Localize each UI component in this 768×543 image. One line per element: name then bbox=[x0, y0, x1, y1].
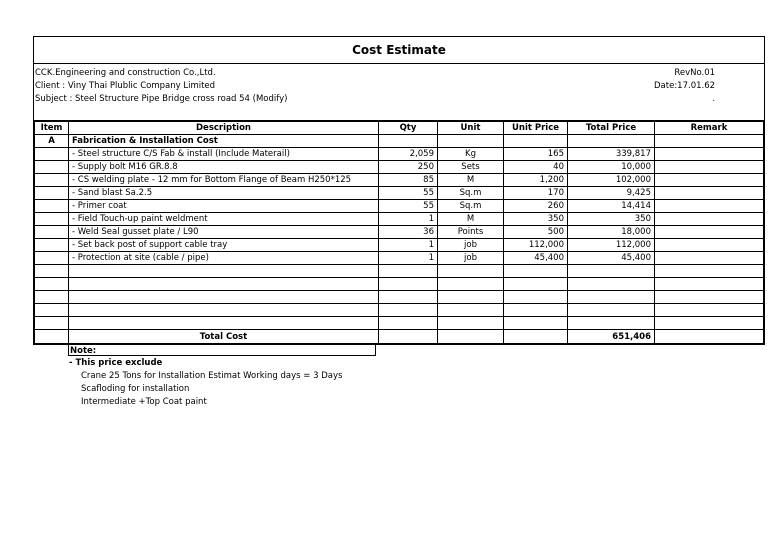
row-unit-price: 165 bbox=[504, 148, 568, 161]
row-qty: 55 bbox=[379, 200, 438, 213]
col-header-unit-price: Unit Price bbox=[504, 122, 568, 135]
row-total-price: 9,425 bbox=[568, 187, 655, 200]
row-unit-price: 112,000 bbox=[504, 239, 568, 252]
row-remark bbox=[655, 148, 764, 161]
row-unit-price: 500 bbox=[504, 226, 568, 239]
sheet-title: Cost Estimate bbox=[34, 37, 764, 64]
empty-row bbox=[35, 265, 764, 278]
row-item bbox=[35, 252, 69, 265]
row-item bbox=[35, 200, 69, 213]
row-item bbox=[35, 187, 69, 200]
section-row bbox=[35, 135, 764, 148]
row-description: - Supply bolt M16 GR.8.8 bbox=[69, 161, 379, 174]
row-unit: Sq.m bbox=[438, 200, 504, 213]
table-body bbox=[35, 135, 764, 344]
row-unit-price: 170 bbox=[504, 187, 568, 200]
row-unit: Sets bbox=[438, 161, 504, 174]
col-header-qty: Qty bbox=[379, 122, 438, 135]
row-description: - Set back post of support cable tray bbox=[69, 239, 379, 252]
row-unit: Points bbox=[438, 226, 504, 239]
row-item bbox=[35, 161, 69, 174]
total-row bbox=[35, 330, 764, 344]
table-row bbox=[35, 252, 764, 265]
document-date: Date:17.01.62 bbox=[654, 81, 716, 91]
row-qty: 1 bbox=[379, 213, 438, 226]
row-remark bbox=[655, 213, 764, 226]
row-unit-price: 45,400 bbox=[504, 252, 568, 265]
row-remark bbox=[655, 226, 764, 239]
row-total-price: 14,414 bbox=[568, 200, 655, 213]
revision-number: RevNo.01 bbox=[674, 68, 716, 78]
total-value: 651,406 bbox=[568, 330, 655, 344]
note-item: Intermediate +Top Coat paint bbox=[81, 397, 207, 407]
table-header-row bbox=[35, 122, 764, 135]
table-row bbox=[35, 239, 764, 252]
row-total-price: 112,000 bbox=[568, 239, 655, 252]
row-item bbox=[35, 174, 69, 187]
row-unit-price: 40 bbox=[504, 161, 568, 174]
col-header-remark: Remark bbox=[655, 122, 764, 135]
company-name: CCK.Engineering and construction Co.,Ltd. bbox=[35, 68, 216, 78]
row-remark bbox=[655, 187, 764, 200]
row-unit-price: 260 bbox=[504, 200, 568, 213]
row-total-price: 339,817 bbox=[568, 148, 655, 161]
note-heading: Note: bbox=[68, 344, 376, 356]
row-qty: 85 bbox=[379, 174, 438, 187]
empty-row bbox=[35, 278, 764, 291]
row-description: - Weld Seal gusset plate / L90 bbox=[69, 226, 379, 239]
note-exclude-heading: - This price exclude bbox=[69, 358, 163, 368]
row-unit-price: 350 bbox=[504, 213, 568, 226]
row-unit: Kg bbox=[438, 148, 504, 161]
col-header-description: Description bbox=[69, 122, 379, 135]
empty-row bbox=[35, 317, 764, 330]
row-qty: 1 bbox=[379, 252, 438, 265]
row-qty: 250 bbox=[379, 161, 438, 174]
header-info bbox=[34, 64, 764, 121]
row-remark bbox=[655, 174, 764, 187]
row-unit: job bbox=[438, 239, 504, 252]
cost-estimate-sheet bbox=[33, 36, 765, 345]
row-qty: 2,059 bbox=[379, 148, 438, 161]
row-description: - Primer coat bbox=[69, 200, 379, 213]
row-unit: M bbox=[438, 174, 504, 187]
note-item: Crane 25 Tons for Installation Estimat Working days = 3 Days bbox=[81, 371, 343, 381]
row-remark bbox=[655, 239, 764, 252]
notes-list bbox=[69, 357, 342, 409]
row-unit: Sq.m bbox=[438, 187, 504, 200]
empty-row bbox=[35, 291, 764, 304]
row-item bbox=[35, 239, 69, 252]
header-dot: . bbox=[712, 94, 716, 104]
note-item: Scafloding for installation bbox=[81, 384, 190, 394]
total-label: Total Cost bbox=[69, 330, 379, 344]
row-qty: 36 bbox=[379, 226, 438, 239]
row-item bbox=[35, 226, 69, 239]
row-description: - Field Touch-up paint weldment bbox=[69, 213, 379, 226]
row-remark bbox=[655, 161, 764, 174]
row-qty: 55 bbox=[379, 187, 438, 200]
subject-line: Subject : Steel Structure Pipe Bridge cross road 54 (Modify) bbox=[35, 94, 288, 104]
row-total-price: 350 bbox=[568, 213, 655, 226]
table-row bbox=[35, 213, 764, 226]
col-header-unit: Unit bbox=[438, 122, 504, 135]
table-row bbox=[35, 226, 764, 239]
row-remark bbox=[655, 252, 764, 265]
table-row bbox=[35, 161, 764, 174]
row-item bbox=[35, 213, 69, 226]
row-qty: 1 bbox=[379, 239, 438, 252]
cost-table bbox=[34, 121, 764, 344]
row-total-price: 18,000 bbox=[568, 226, 655, 239]
section-label: Fabrication & Installation Cost bbox=[69, 135, 379, 148]
col-header-item: Item bbox=[35, 122, 69, 135]
row-description: - CS welding plate - 12 mm for Bottom Flange of Beam H250*125 bbox=[69, 174, 379, 187]
table-row bbox=[35, 200, 764, 213]
row-remark bbox=[655, 200, 764, 213]
table-row bbox=[35, 187, 764, 200]
row-description: - Steel structure C/S Fab & install (Include Materail) bbox=[69, 148, 379, 161]
row-unit: job bbox=[438, 252, 504, 265]
row-unit-price: 1,200 bbox=[504, 174, 568, 187]
row-description: - Protection at site (cable / pipe) bbox=[69, 252, 379, 265]
row-total-price: 10,000 bbox=[568, 161, 655, 174]
row-unit: M bbox=[438, 213, 504, 226]
row-total-price: 102,000 bbox=[568, 174, 655, 187]
section-item: A bbox=[35, 135, 69, 148]
table-row bbox=[35, 148, 764, 161]
col-header-total-price: Total Price bbox=[568, 122, 655, 135]
empty-row bbox=[35, 304, 764, 317]
client-name: Client : Viny Thai Plublic Company Limited bbox=[35, 81, 216, 91]
table-row bbox=[35, 174, 764, 187]
row-total-price: 45,400 bbox=[568, 252, 655, 265]
row-description: - Sand blast Sa.2.5 bbox=[69, 187, 379, 200]
row-item bbox=[35, 148, 69, 161]
